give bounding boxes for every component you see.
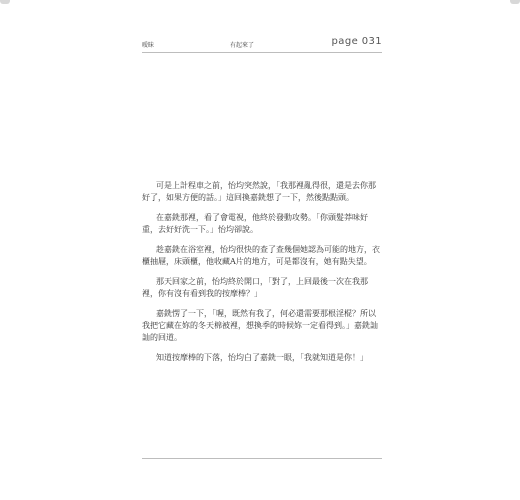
paragraph: 在嘉銑那裡，看了會電視，他終於發動攻勢。「你頭髮莽味好重，去好好洗一下。」怡均卻說。 — [142, 213, 368, 234]
paragraph: 可是上計程車之前，怡均突然說，「我那裡亂得很，還是去你那好了，如果方便的話。」這回換嘉銑想了一下，然後點點頭。 — [142, 181, 376, 202]
corner-mark-left — [0, 0, 10, 4]
body-text — [142, 180, 382, 372]
footer-divider — [142, 458, 382, 459]
book-title: 曖昧 — [142, 42, 155, 49]
paragraph: 趁嘉銑在浴室裡，怡均很快的查了查幾個她認為可能的地方，衣櫃抽屜，床頭櫃，他收藏A片的地方，可是都沒有，她有點失望。 — [142, 245, 380, 266]
chapter-title: 有起來了 — [230, 42, 255, 49]
paragraph: 那天回家之前，怡均終於開口，「對了，上回最後一次在我那裡，你有沒有看到我的按摩棒？」 — [142, 277, 368, 298]
paragraph: 知道按摩棒的下落，怡均白了嘉銑一眼，「我就知道是你！」 — [156, 353, 368, 362]
header-divider — [142, 52, 382, 53]
corner-mark-right — [510, 0, 520, 4]
page-header — [142, 36, 382, 52]
paragraph: 嘉銑愣了一下，「喔，既然有我了，何必還需要那根淫棍？所以我把它藏在妳的冬天棉被裡，想換季的時候妳一定看得到。」嘉銑訕訕的回道。 — [142, 309, 378, 342]
page-number: page 031 — [331, 36, 382, 47]
